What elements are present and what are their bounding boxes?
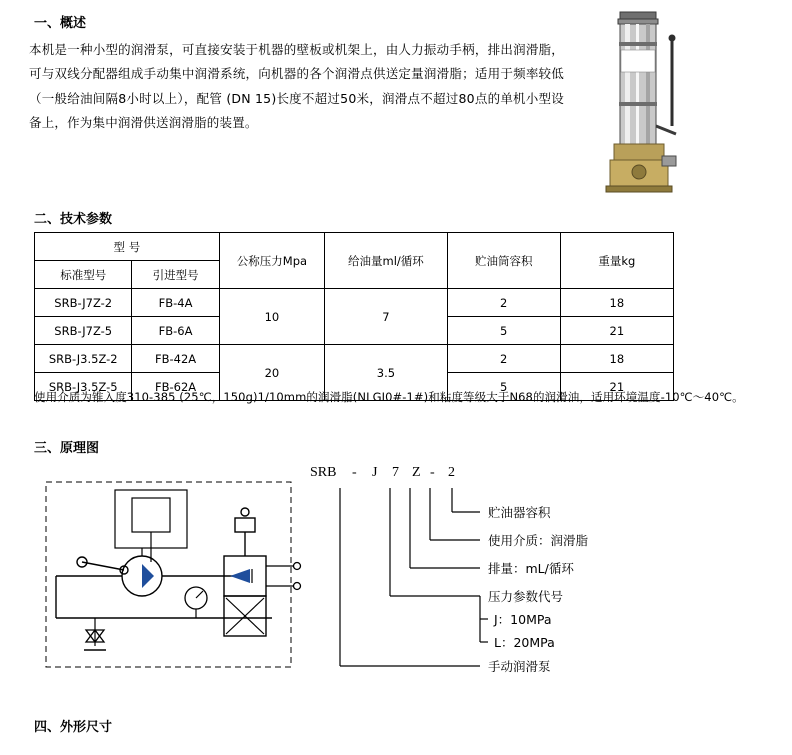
cell-imported-model: FB-6A [132,317,219,345]
cell-volume: 2 [447,289,560,317]
code-label-pressure-l: L：20MPa [494,635,555,650]
cell-volume: 5 [447,373,560,401]
model-code-char-srb: SRB [310,465,337,480]
code-label-reservoir-volume: 贮油器容积 [488,505,551,520]
table-row [35,289,674,317]
header-model-group: 型 号 [35,233,220,261]
section-3-title: 三、原理图 [34,441,100,456]
section-1-title: 一、概述 [34,16,87,31]
cell-standard-model: SRB-J7Z-2 [35,289,132,317]
cell-pressure: 20 [219,345,324,401]
cell-weight: 21 [560,317,673,345]
table-header-row-1 [35,233,674,261]
header-imported-model: 引进型号 [132,261,219,289]
section-2-title: 二、技术参数 [34,212,113,227]
code-label-pressure-code: 压力参数代号 [488,589,564,604]
spec-table-note: 使用介质为锥入度310-385 (25℃，150g)1/10mm的润滑脂(NLGI0#-1#)和粘度等级大于N68的润滑油，适用环境温度-10℃～40℃。 [34,390,744,404]
model-code-char-7: 7 [392,465,399,480]
cell-weight: 21 [560,373,673,401]
cell-standard-model: SRB-J3.5Z-2 [35,345,132,373]
cell-weight: 18 [560,345,673,373]
model-code-char-dash2: - [430,465,435,480]
table-row [35,345,674,373]
model-code-char-z: Z [412,465,421,480]
lubrication-pump-illustration [592,6,702,196]
cell-standard-model: SRB-J7Z-5 [35,317,132,345]
section-1-body: 本机是一种小型的润滑泵，可直接安装于机器的壁板或机架上，由人力振动手柄，排出润滑脂，可与双线分配器组成手动集中润滑系统，向机器的各个润滑点供送定量润滑脂；适用于频率较低（一般给油间隔8小时以上），配管 (DN 15)长度不超过50米，润滑点不超过80点的单机小型设备上，作为集中润滑供送润滑脂的装置。 [29,42,564,131]
header-pressure: 公称压力Mpa [219,233,324,289]
cell-output: 3.5 [325,345,448,401]
cell-imported-model: FB-62A [132,373,219,401]
cell-volume: 5 [447,317,560,345]
cell-standard-model: SRB-J3.5Z-5 [35,373,132,401]
code-label-pressure-j: J：10MPa [494,612,552,627]
model-code-char-dash1: - [352,465,357,480]
spec-table [34,232,674,401]
cell-imported-model: FB-42A [132,345,219,373]
header-output: 给油量ml/循环 [325,233,448,289]
code-label-manual-pump: 手动润滑泵 [488,659,551,674]
model-code-char-2: 2 [448,465,455,480]
code-label-medium: 使用介质：润滑脂 [488,533,589,548]
cell-pressure: 10 [219,289,324,345]
cell-imported-model: FB-4A [132,289,219,317]
header-volume: 贮油筒容积 [447,233,560,289]
code-label-displacement: 排量：mL/循环 [488,561,574,576]
model-code-char-j: J [372,465,378,480]
cell-volume: 2 [447,345,560,373]
principle-diagram [20,465,780,690]
header-standard-model: 标准型号 [35,261,132,289]
hydraulic-schematic [20,470,780,690]
cell-output: 7 [325,289,448,345]
section-4-title: 四、外形尺寸 [34,720,113,735]
cell-weight: 18 [560,289,673,317]
header-weight: 重量kg [560,233,673,289]
